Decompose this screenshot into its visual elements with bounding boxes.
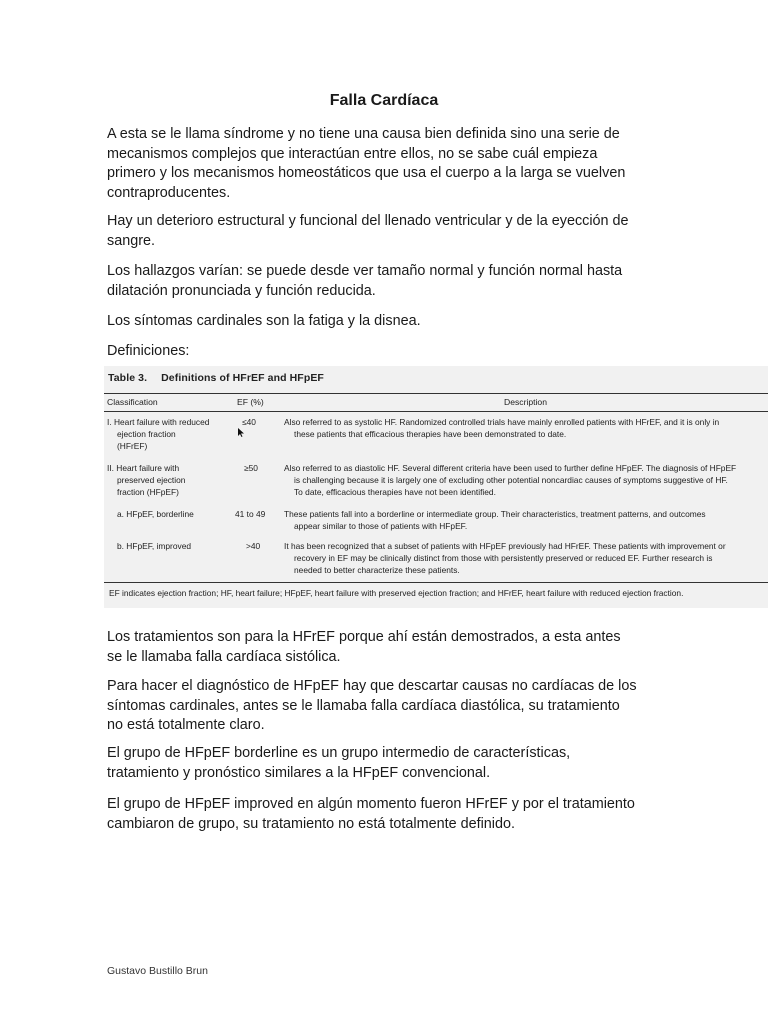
paragraph-tratamientos — [107, 628, 667, 667]
table-header-rule — [104, 411, 768, 412]
text-line: Los síntomas cardinales son la fatiga y la disnea. — [107, 313, 421, 329]
paragraph-sintomas — [107, 312, 667, 332]
text-line: se le llamaba falla cardíaca sistólica. — [107, 648, 341, 665]
table-row-ef: ≥50 — [244, 463, 258, 473]
paragraph-diagnostico — [107, 677, 667, 736]
table-caption-text: Definitions of HFrEF and HFpEF — [161, 372, 324, 384]
paragraph-improved — [107, 795, 667, 834]
text-line: no está totalmente claro. — [107, 717, 265, 733]
paragraph-intro — [107, 125, 667, 203]
table-footnote: EF indicates ejection fraction; HF, heart failure; HFpEF, heart failure with preserved ejection fraction; and HFrEF, heart failure with reduced ejection fraction. — [109, 588, 684, 598]
text-line: Para hacer el diagnóstico de HFpEF hay que descartar causas no cardíacas de los — [107, 678, 637, 694]
table-row-description: It has been recognized that a subset of patients with HFpEF previously had HFrEF. These patients with improvement or recovery in EF may be clinically distinct from those with persistently preserved or reduced EF. Further research is needed to better characterize these patients. — [284, 541, 726, 575]
header-ef: EF (%) — [237, 397, 264, 407]
mouse-cursor-icon — [238, 428, 244, 437]
table-row-description: Also referred to as diastolic HF. Several different criteria have been used to further define HFpEF. The diagnosis of HFpEF is challenging because it is largely one of excluding other potential noncardiac causes of symptoms suggestive of HF. To date, efficacious therapies have not been identified. — [284, 463, 737, 497]
text-line: Hay un deterioro estructural y funcional del llenado ventricular y de la eyección de — [107, 213, 629, 229]
table-caption-label: Table 3. — [108, 372, 148, 384]
table-row-classification: I. Heart failure with reduced ejection fraction (HFrEF) — [107, 417, 210, 451]
text-line: mecanismos complejos que interactúan entre ellos, no se sabe cuál empieza — [107, 145, 598, 162]
table-row-description: These patients fall into a borderline or intermediate group. Their characteristics, treatment patterns, and outcomes appear similar to those of patients with HFpEF. — [284, 509, 706, 531]
text-line: Definiciones: — [107, 343, 190, 359]
table-row-ef: >40 — [246, 541, 261, 551]
paragraph-borderline — [107, 744, 667, 783]
page-footer-author: Gustavo Bustillo Brun — [107, 965, 208, 977]
text-line: primero y los mecanismos homeostáticos que usa el cuerpo a la larga se vuelven — [107, 165, 626, 181]
definitions-table — [104, 366, 768, 608]
text-line: Los hallazgos varían: se puede desde ver tamaño normal y función normal hasta — [107, 263, 623, 279]
text-line: síntomas cardinales, antes se le llamaba falla cardíaca diastólica, su tratamiento — [107, 697, 620, 714]
header-description: Description — [504, 397, 547, 407]
text-line: contraproducentes. — [107, 184, 231, 201]
text-line: dilatación pronunciada y función reducida. — [107, 282, 376, 299]
header-classification: Classification — [107, 397, 158, 407]
table-row-description: Also referred to as systolic HF. Randomized controlled trials have mainly enrolled patients with HFrEF, and it is only in these patients that efficacious therapies have been demonstrated to date. — [284, 417, 720, 439]
paragraph-definiciones — [107, 342, 667, 362]
table-row-classification: a. HFpEF, borderline — [117, 509, 194, 519]
text-line: El grupo de HFpEF improved en algún momento fueron HFrEF y por el tratamiento — [107, 796, 635, 812]
paragraph-deterioro — [107, 212, 667, 251]
text-line: Los tratamientos son para la HFrEF porque ahí están demostrados, a esta antes — [107, 629, 621, 645]
table-row-classification: b. HFpEF, improved — [117, 541, 192, 551]
text-line: tratamiento y pronóstico similares a la HFpEF convencional. — [107, 764, 491, 781]
page-title: Falla Cardíaca — [329, 92, 439, 109]
table-row-classification: II. Heart failure with preserved ejection fraction (HFpEF) — [107, 463, 186, 497]
table-bottom-rule — [104, 582, 768, 583]
text-line: El grupo de HFpEF borderline es un grupo intermedio de características, — [107, 745, 571, 761]
text-line: cambiaron de grupo, su tratamiento no está totalmente definido. — [107, 815, 515, 832]
table-row-ef: ≤40 — [242, 417, 256, 427]
table-top-rule — [104, 393, 768, 394]
text-line: sangre. — [107, 232, 155, 249]
table-caption — [108, 372, 324, 384]
table-row-ef: 41 to 49 — [235, 509, 266, 519]
paragraph-hallazgos — [107, 262, 667, 301]
text-line: A esta se le llama síndrome y no tiene una causa bien definida sino una serie de — [107, 126, 620, 142]
